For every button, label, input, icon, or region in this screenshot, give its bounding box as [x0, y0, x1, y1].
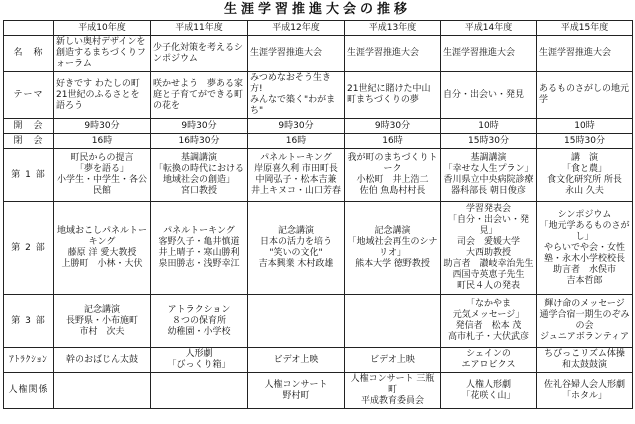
table-cell: あるものさがしの地元学: [537, 72, 633, 119]
table-cell: アトラクション ８つの保育所 幼稚園・小学校: [151, 295, 248, 348]
row-label: ｱﾄﾗｸｼｮﾝ: [4, 348, 54, 373]
table-row: [4, 295, 633, 348]
table-cell: [248, 295, 345, 348]
table-cell: みつめなおそう生き方! みんなで築く"わがまち": [248, 72, 345, 119]
table-cell: 人権人形劇 「花咲く山」: [441, 373, 537, 409]
table-cell: シンポジウム 「地元学あるものさがし」 やらいでや会・女性塾・永木小学校校長 助言者 水俣市 吉本哲郎: [537, 202, 633, 295]
table-row: [4, 373, 633, 409]
row-label: 開 会: [4, 119, 54, 134]
table-cell: 10時: [537, 119, 633, 134]
table-cell: 記念講演 日本の活力を培う "笑いの文化" 吉本興業 木村政雄: [248, 202, 345, 295]
year-header: 平成12年度: [248, 21, 345, 36]
table-cell: 10時: [441, 119, 537, 134]
row-label: 閉 会: [4, 134, 54, 149]
table-cell: 16時30分: [151, 134, 248, 149]
table-cell: 町民からの提言 「夢を語る」 小学生・中学生・各公民館: [54, 149, 151, 202]
table-cell: 記念講演 長野県・小布施町 市村 次夫: [54, 295, 151, 348]
row-label: 第 1 部: [4, 149, 54, 202]
year-header: 平成11年度: [151, 21, 248, 36]
table-cell: 人形劇 「びっくり箱」: [151, 348, 248, 373]
table-cell: 生涯学習推進大会: [441, 36, 537, 72]
table-cell: パネルトーキング 岸原喜久利 市田町長 中岡弘子・松本吉兼 井上キヌコ・山口芳春: [248, 149, 345, 202]
table-cell: 新しい奥村デザインを創造するまちづくりフォーラム: [54, 36, 151, 72]
table-cell: ビデオ上映: [248, 348, 345, 373]
header-row: [4, 21, 633, 36]
year-header: 平成15年度: [537, 21, 633, 36]
table-cell: 学習発表会 「自分・出会い・発見」 司会 愛媛大学 大西助教授 助言者 讃岐幸治先生 西国寺英恵子先生 町民４人の発表: [441, 202, 537, 295]
table-row: [4, 119, 633, 134]
table-row: [4, 149, 633, 202]
table-cell: 15時30分: [441, 134, 537, 149]
table-row: [4, 348, 633, 373]
table-cell: 9時30分: [248, 119, 345, 134]
row-label: 人権関係: [4, 373, 54, 409]
table-cell: 「なかやま 元気メッセージ」 発信者 松本 茂 高市札子・大伏武彦: [441, 295, 537, 348]
year-header: 平成13年度: [345, 21, 441, 36]
table-cell: 地域おこしパネルトーキング 藤原 洋 愛大教授 上勝町 小林・大伏: [54, 202, 151, 295]
table-cell: シェインの エアロビクス: [441, 348, 537, 373]
table-cell: 9時30分: [345, 119, 441, 134]
table-row: [4, 202, 633, 295]
table-cell: [54, 373, 151, 409]
table-cell: 人権コンサート 野村町: [248, 373, 345, 409]
table-cell: 少子化対策を考えるシンポジウム: [151, 36, 248, 72]
row-label: 第 2 部: [4, 202, 54, 295]
table-cell: 講 演 「食と農」 食文化研究所 所長 永山 久夫: [537, 149, 633, 202]
table-cell: 基調講演 「幸せな人生プラン」 香川県立中央病院診療器科部長 朝日俊彦: [441, 149, 537, 202]
row-label: 名 称: [4, 36, 54, 72]
table-cell: 生涯学習推進大会: [537, 36, 633, 72]
table-row: [4, 36, 633, 72]
table-cell: 21世紀に賭けた中山町まちづくりの夢: [345, 72, 441, 119]
table-cell: 16時: [248, 134, 345, 149]
row-label: テーマ: [4, 72, 54, 119]
table-cell: 佐礼谷婦人会人形劇 「ホタル」: [537, 373, 633, 409]
table-cell: 16時: [54, 134, 151, 149]
history-table: [3, 20, 633, 409]
header-corner: [4, 21, 54, 36]
table-cell: 人権コンサート 三瓶町 平成教育委員会: [345, 373, 441, 409]
table-cell: 輝け命のメッセージ 通学合宿一期生のぞみの会 ジュニアボランティア: [537, 295, 633, 348]
row-label: 第 3 部: [4, 295, 54, 348]
table-cell: 好きです わたしの町 21世紀のふるさとを語ろう: [54, 72, 151, 119]
table-cell: 記念講演 「地域社会再生のシナリオ」 熊本大学 徳野教授: [345, 202, 441, 295]
table-cell: パネルトーキング 客野久子・亀井慎道 井上晴子・寒山勝利 泉田勝志・浅野幸江: [151, 202, 248, 295]
table-cell: 幹のおばじん太鼓: [54, 348, 151, 373]
table-cell: 生涯学習推進大会: [345, 36, 441, 72]
table-row: [4, 72, 633, 119]
table-cell: 自分・出会い・発見: [441, 72, 537, 119]
page-title: 生涯学習推進大会の推移: [223, 2, 411, 17]
year-header: 平成14年度: [441, 21, 537, 36]
table-cell: ちびっこリズム体操 和太鼓鼓演: [537, 348, 633, 373]
table-cell: 我が町のまちづくりトーク 小松町 井上浩二 佐伯 魚島村村長: [345, 149, 441, 202]
table-cell: 生涯学習推進大会: [248, 36, 345, 72]
table-cell: 9時30分: [151, 119, 248, 134]
table-cell: [151, 373, 248, 409]
table-cell: 9時30分: [54, 119, 151, 134]
year-header: 平成10年度: [54, 21, 151, 36]
table-cell: ビデオ上映: [345, 348, 441, 373]
table-cell: 咲かせよう 夢ある家庭と子育てができる町の花を: [151, 72, 248, 119]
table-cell: 15時30分: [537, 134, 633, 149]
table-cell: [345, 295, 441, 348]
table-row: [4, 134, 633, 149]
table-cell: 基調講演 「転換の時代における地域社会の創造」 宮口教授: [151, 149, 248, 202]
table-cell: 16時: [345, 134, 441, 149]
